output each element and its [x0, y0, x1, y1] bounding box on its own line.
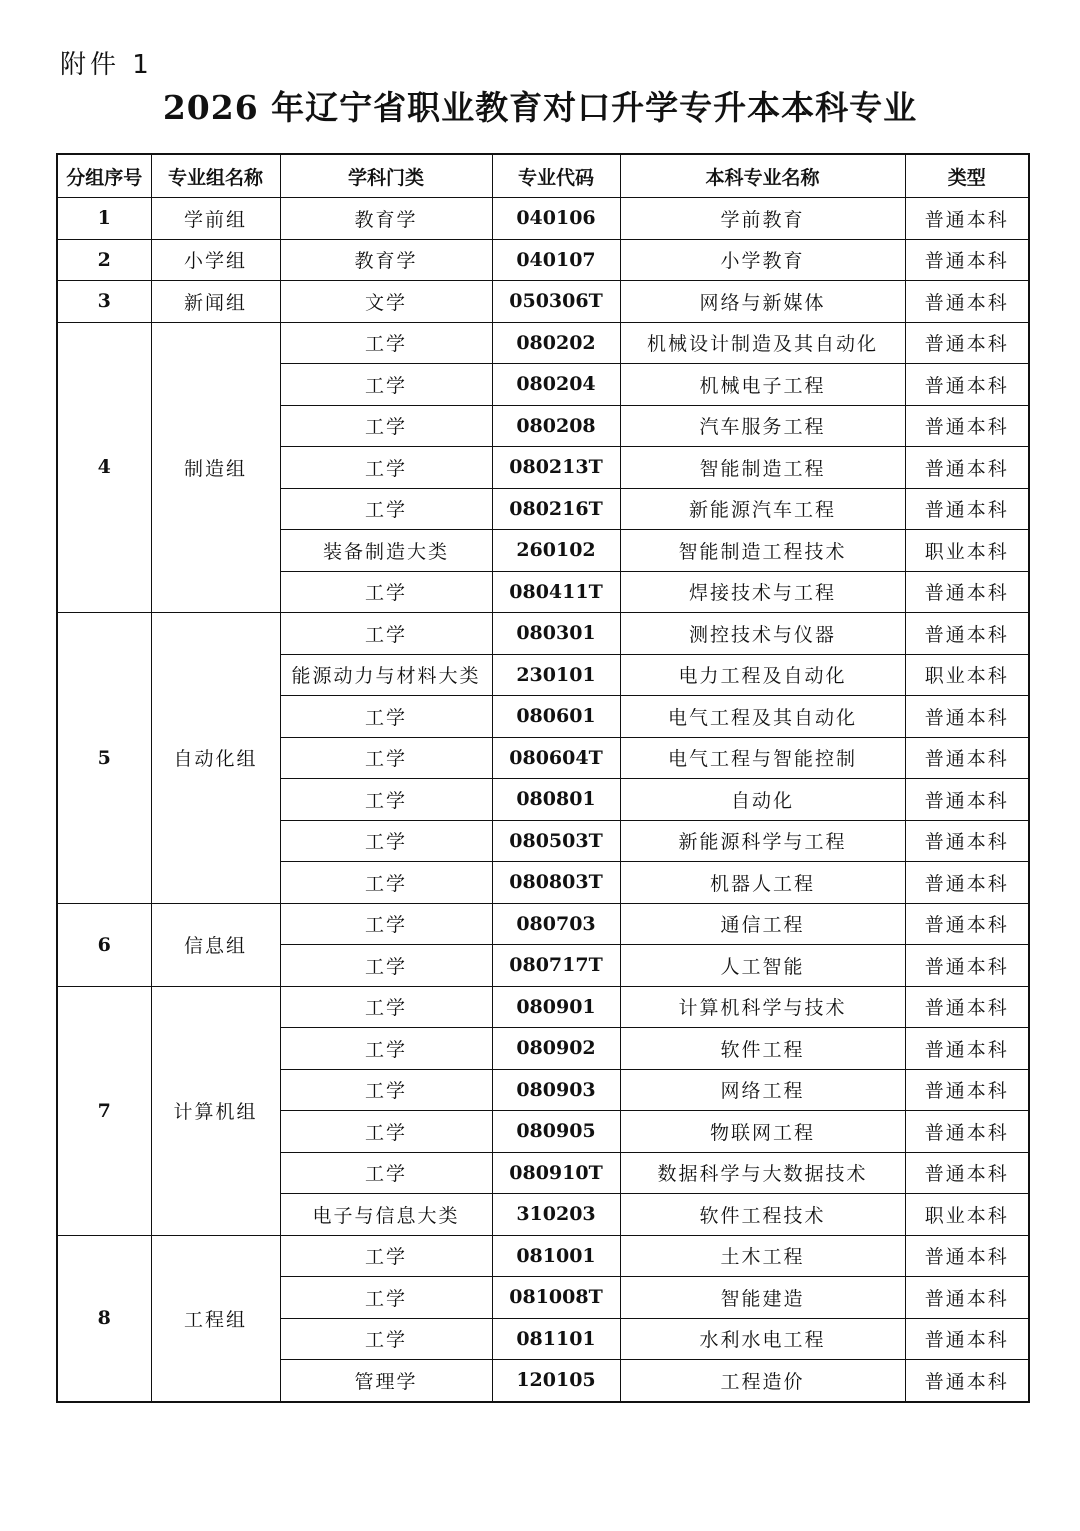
code-cell: 080411T [492, 571, 620, 613]
major-name-cell: 智能制造工程技术 [620, 530, 905, 572]
group-name-cell: 新闻组 [151, 281, 280, 323]
group-name-cell: 学前组 [151, 198, 280, 240]
discipline-cell: 工学 [280, 364, 492, 406]
major-name-cell: 人工智能 [620, 945, 905, 987]
major-name-cell: 机械设计制造及其自动化 [620, 322, 905, 364]
type-cell: 普通本科 [905, 696, 1029, 738]
code-cell: 080901 [492, 986, 620, 1028]
discipline-cell: 工学 [280, 488, 492, 530]
code-cell: 081001 [492, 1235, 620, 1277]
table-row [57, 903, 1029, 945]
discipline-cell: 教育学 [280, 239, 492, 281]
major-name-cell: 自动化 [620, 779, 905, 821]
major-name-cell: 网络工程 [620, 1069, 905, 1111]
code-cell: 050306T [492, 281, 620, 323]
table-row [57, 1235, 1029, 1277]
code-cell: 080803T [492, 862, 620, 904]
type-cell: 普通本科 [905, 1277, 1029, 1319]
code-cell: 040107 [492, 239, 620, 281]
type-cell: 职业本科 [905, 1194, 1029, 1236]
major-name-cell: 水利水电工程 [620, 1318, 905, 1360]
type-cell: 普通本科 [905, 198, 1029, 240]
type-cell: 普通本科 [905, 1360, 1029, 1402]
majors-table [56, 153, 1030, 1403]
type-cell: 普通本科 [905, 364, 1029, 406]
group-seq-cell: 7 [57, 986, 151, 1235]
major-name-cell: 电力工程及自动化 [620, 654, 905, 696]
major-name-cell: 机械电子工程 [620, 364, 905, 406]
group-name-cell: 自动化组 [151, 613, 280, 904]
discipline-cell: 工学 [280, 322, 492, 364]
code-cell: 080204 [492, 364, 620, 406]
code-cell: 080910T [492, 1152, 620, 1194]
code-cell: 080801 [492, 779, 620, 821]
discipline-cell: 工学 [280, 1235, 492, 1277]
discipline-cell: 管理学 [280, 1360, 492, 1402]
header-seq: 分组序号 [57, 154, 151, 198]
group-name-cell: 计算机组 [151, 986, 280, 1235]
discipline-cell: 工学 [280, 1069, 492, 1111]
major-name-cell: 电气工程与智能控制 [620, 737, 905, 779]
code-cell: 081008T [492, 1277, 620, 1319]
discipline-cell: 工学 [280, 820, 492, 862]
table-row [57, 198, 1029, 240]
group-name-cell: 信息组 [151, 903, 280, 986]
type-cell: 普通本科 [905, 239, 1029, 281]
code-cell: 120105 [492, 1360, 620, 1402]
type-cell: 普通本科 [905, 488, 1029, 530]
table-row [57, 986, 1029, 1028]
major-name-cell: 土木工程 [620, 1235, 905, 1277]
major-name-cell: 机器人工程 [620, 862, 905, 904]
major-name-cell: 计算机科学与技术 [620, 986, 905, 1028]
major-name-cell: 工程造价 [620, 1360, 905, 1402]
header-major-name: 本科专业名称 [620, 154, 905, 198]
code-cell: 080902 [492, 1028, 620, 1070]
discipline-cell: 能源动力与材料大类 [280, 654, 492, 696]
table-row [57, 281, 1029, 323]
group-seq-cell: 3 [57, 281, 151, 323]
discipline-cell: 工学 [280, 1318, 492, 1360]
major-name-cell: 小学教育 [620, 239, 905, 281]
code-cell: 080503T [492, 820, 620, 862]
header-discipline: 学科门类 [280, 154, 492, 198]
discipline-cell: 工学 [280, 779, 492, 821]
code-cell: 230101 [492, 654, 620, 696]
discipline-cell: 工学 [280, 1028, 492, 1070]
group-name-cell: 工程组 [151, 1235, 280, 1402]
major-name-cell: 智能制造工程 [620, 447, 905, 489]
type-cell: 普通本科 [905, 945, 1029, 987]
discipline-cell: 工学 [280, 862, 492, 904]
type-cell: 普通本科 [905, 613, 1029, 655]
group-seq-cell: 5 [57, 613, 151, 904]
type-cell: 普通本科 [905, 405, 1029, 447]
type-cell: 普通本科 [905, 1235, 1029, 1277]
major-name-cell: 软件工程技术 [620, 1194, 905, 1236]
discipline-cell: 工学 [280, 571, 492, 613]
type-cell: 普通本科 [905, 1111, 1029, 1153]
code-cell: 080604T [492, 737, 620, 779]
type-cell: 普通本科 [905, 447, 1029, 489]
type-cell: 普通本科 [905, 281, 1029, 323]
code-cell: 040106 [492, 198, 620, 240]
table-header-row [57, 154, 1029, 198]
type-cell: 普通本科 [905, 1028, 1029, 1070]
discipline-cell: 工学 [280, 945, 492, 987]
code-cell: 310203 [492, 1194, 620, 1236]
type-cell: 普通本科 [905, 903, 1029, 945]
code-cell: 080301 [492, 613, 620, 655]
major-name-cell: 智能建造 [620, 1277, 905, 1319]
major-name-cell: 测控技术与仪器 [620, 613, 905, 655]
discipline-cell: 文学 [280, 281, 492, 323]
group-seq-cell: 1 [57, 198, 151, 240]
major-name-cell: 新能源汽车工程 [620, 488, 905, 530]
header-type: 类型 [905, 154, 1029, 198]
code-cell: 080208 [492, 405, 620, 447]
table-row [57, 239, 1029, 281]
header-group-name: 专业组名称 [151, 154, 280, 198]
type-cell: 职业本科 [905, 654, 1029, 696]
table-row [57, 613, 1029, 655]
header-code: 专业代码 [492, 154, 620, 198]
group-seq-cell: 2 [57, 239, 151, 281]
code-cell: 080601 [492, 696, 620, 738]
major-name-cell: 软件工程 [620, 1028, 905, 1070]
type-cell: 普通本科 [905, 986, 1029, 1028]
major-name-cell: 通信工程 [620, 903, 905, 945]
discipline-cell: 教育学 [280, 198, 492, 240]
code-cell: 080905 [492, 1111, 620, 1153]
table-body [57, 198, 1029, 1402]
major-name-cell: 电气工程及其自动化 [620, 696, 905, 738]
type-cell: 普通本科 [905, 322, 1029, 364]
discipline-cell: 工学 [280, 696, 492, 738]
type-cell: 普通本科 [905, 737, 1029, 779]
code-cell: 080202 [492, 322, 620, 364]
major-name-cell: 汽车服务工程 [620, 405, 905, 447]
major-name-cell: 新能源科学与工程 [620, 820, 905, 862]
discipline-cell: 工学 [280, 1277, 492, 1319]
discipline-cell: 工学 [280, 405, 492, 447]
major-name-cell: 网络与新媒体 [620, 281, 905, 323]
major-name-cell: 焊接技术与工程 [620, 571, 905, 613]
type-cell: 普通本科 [905, 571, 1029, 613]
table-row [57, 322, 1029, 364]
page-title: 2026 年辽宁省职业教育对口升学专升本本科专业 [162, 88, 918, 127]
type-cell: 普通本科 [905, 820, 1029, 862]
group-seq-cell: 8 [57, 1235, 151, 1402]
group-name-cell: 制造组 [151, 322, 280, 613]
type-cell: 普通本科 [905, 1069, 1029, 1111]
major-name-cell: 物联网工程 [620, 1111, 905, 1153]
type-cell: 职业本科 [905, 530, 1029, 572]
discipline-cell: 工学 [280, 447, 492, 489]
code-cell: 081101 [492, 1318, 620, 1360]
group-seq-cell: 6 [57, 903, 151, 986]
type-cell: 普通本科 [905, 1318, 1029, 1360]
discipline-cell: 工学 [280, 737, 492, 779]
major-name-cell: 数据科学与大数据技术 [620, 1152, 905, 1194]
attachment-label: 附件 1 [60, 50, 153, 80]
discipline-cell: 工学 [280, 986, 492, 1028]
discipline-cell: 工学 [280, 1152, 492, 1194]
code-cell: 080903 [492, 1069, 620, 1111]
major-name-cell: 学前教育 [620, 198, 905, 240]
discipline-cell: 工学 [280, 1111, 492, 1153]
code-cell: 080717T [492, 945, 620, 987]
code-cell: 080703 [492, 903, 620, 945]
code-cell: 080216T [492, 488, 620, 530]
group-name-cell: 小学组 [151, 239, 280, 281]
type-cell: 普通本科 [905, 862, 1029, 904]
code-cell: 080213T [492, 447, 620, 489]
type-cell: 普通本科 [905, 1152, 1029, 1194]
group-seq-cell: 4 [57, 322, 151, 613]
discipline-cell: 工学 [280, 903, 492, 945]
code-cell: 260102 [492, 530, 620, 572]
type-cell: 普通本科 [905, 779, 1029, 821]
discipline-cell: 装备制造大类 [280, 530, 492, 572]
discipline-cell: 工学 [280, 613, 492, 655]
discipline-cell: 电子与信息大类 [280, 1194, 492, 1236]
